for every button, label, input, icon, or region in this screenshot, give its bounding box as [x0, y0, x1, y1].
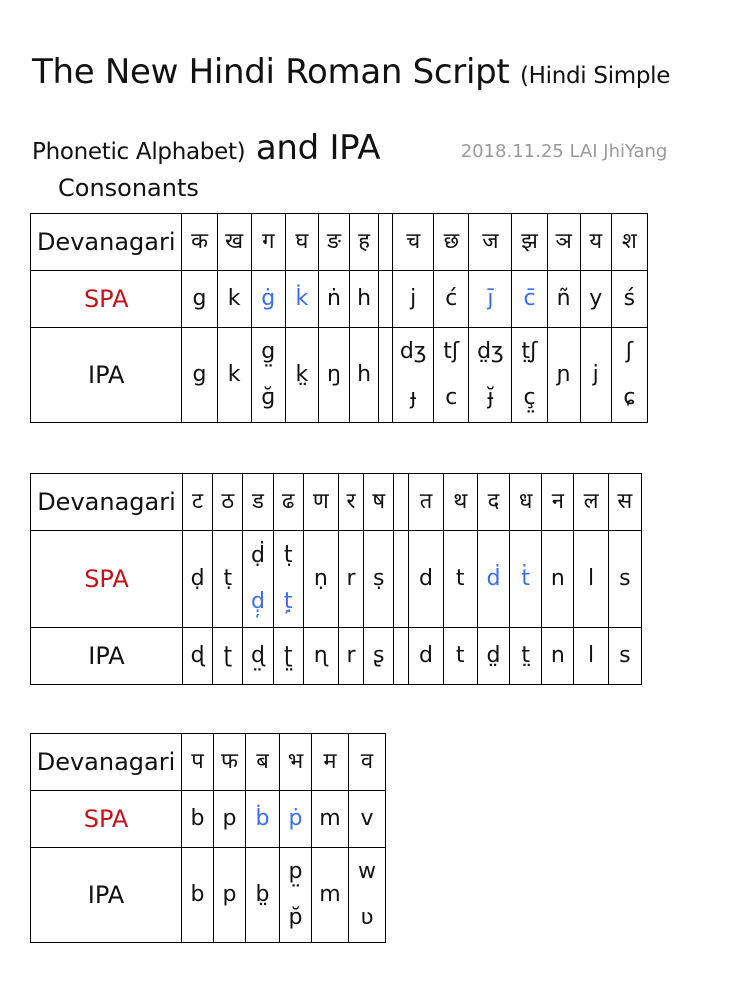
spacer-cell	[394, 474, 409, 531]
ipa-top: p̤	[288, 859, 303, 884]
ipa-bottom: p̆	[288, 905, 303, 930]
ipa-cell: s	[608, 628, 641, 685]
ipa-cell	[318, 328, 349, 423]
ipa-cell: d̤	[477, 628, 509, 685]
spa-cell: n	[542, 531, 574, 628]
dev-cell: प	[182, 734, 214, 791]
ipa-top: ɲ	[556, 362, 571, 387]
ipa-bottom: ç̤	[523, 385, 536, 410]
ipa-cell: ʂ	[364, 628, 394, 685]
spa-cell-highlight: ġ	[251, 271, 285, 328]
dev-cell: श	[611, 214, 647, 271]
dev-cell: ष	[364, 474, 394, 531]
consonant-table-2	[30, 473, 642, 685]
ipa-top: w	[358, 859, 376, 884]
dev-cell: ड	[243, 474, 273, 531]
title-paren: (Hindi Simple	[519, 63, 671, 89]
dev-cell: झ	[512, 214, 547, 271]
dev-cell: ग	[251, 214, 285, 271]
author-date: 2018.11.25 LAI JhiYang	[460, 141, 668, 162]
ipa-cell	[214, 848, 246, 943]
page-title	[32, 36, 722, 188]
spa-cell: ḍ	[182, 531, 212, 628]
spa-cell: ṅ	[318, 271, 349, 328]
ipa-cell: n	[542, 628, 574, 685]
spa-cell-highlight: ḃ	[246, 791, 280, 848]
dev-cell: द	[477, 474, 509, 531]
ipa-top: t̤ʃ	[521, 339, 538, 364]
ipa-bottom: c	[445, 385, 458, 410]
dev-cell: स	[608, 474, 641, 531]
spa-cell: ć	[434, 271, 469, 328]
ipa-top: ʃ	[625, 339, 634, 364]
spa-cell: ṇ	[303, 531, 338, 628]
dev-cell: ङ	[318, 214, 349, 271]
dev-cell: क	[182, 214, 217, 271]
row-label-ipa: IPA	[31, 628, 183, 685]
dev-cell: ध	[510, 474, 542, 531]
ipa-top: p	[222, 882, 237, 907]
ipa-top: b̤	[255, 882, 270, 907]
ipa-cell	[611, 328, 647, 423]
dev-cell: च	[393, 214, 434, 271]
spacer-cell	[394, 628, 409, 685]
spa-cell: ñ	[547, 271, 580, 328]
ipa-cell	[393, 328, 434, 423]
row-label-devanagari: Devanagari	[31, 474, 183, 531]
row-label-devanagari: Devanagari	[31, 214, 182, 271]
spa-cell-highlight: c̄	[512, 271, 547, 328]
title-paren2: Phonetic Alphabet)	[32, 139, 246, 165]
ipa-cell: l	[574, 628, 608, 685]
ipa-top: m	[319, 882, 341, 907]
ipa-cell: r	[338, 628, 363, 685]
row-label-spa: SPA	[31, 271, 182, 328]
dev-cell: ल	[574, 474, 608, 531]
devanagari-row	[31, 214, 648, 271]
spa-cell: d	[409, 531, 443, 628]
ipa-bottom: ɟ̆	[487, 385, 494, 410]
spa-cell-highlight: j̄	[469, 271, 512, 328]
ipa-cell	[182, 848, 214, 943]
dev-cell: ख	[217, 214, 251, 271]
spa-cell-highlight: k̇	[285, 271, 318, 328]
ipa-cell	[547, 328, 580, 423]
spa-cell: m	[312, 791, 349, 848]
dev-cell: व	[349, 734, 386, 791]
ipa-top: tʃ	[443, 339, 460, 364]
spa-row	[31, 791, 386, 848]
ipa-cell: ʈ	[213, 628, 243, 685]
ipa-cell	[251, 328, 285, 423]
spa-bottom-highlight: ḍ̦	[250, 589, 265, 614]
consonant-table-1	[30, 213, 648, 423]
ipa-cell: t	[443, 628, 477, 685]
ipa-cell: t̤	[510, 628, 542, 685]
row-label-ipa: IPA	[31, 328, 182, 423]
row-label-ipa: IPA	[31, 848, 182, 943]
ipa-cell	[580, 328, 611, 423]
ipa-top: k	[227, 362, 241, 387]
section-heading: Consonants	[58, 174, 199, 202]
dev-cell: य	[580, 214, 611, 271]
spa-cell-highlight: ṫ	[510, 531, 542, 628]
dev-cell: घ	[285, 214, 318, 271]
spa-cell: ś	[611, 271, 647, 328]
spa-cell: j	[393, 271, 434, 328]
ipa-top: b	[190, 882, 205, 907]
dev-cell: छ	[434, 214, 469, 271]
devanagari-row	[31, 734, 386, 791]
spa-cell: k	[217, 271, 251, 328]
ipa-cell	[182, 328, 217, 423]
ipa-top: ŋ	[326, 362, 341, 387]
spa-cell: s	[608, 531, 641, 628]
ipa-cell	[349, 848, 386, 943]
dev-cell: ठ	[213, 474, 243, 531]
dev-cell: म	[312, 734, 349, 791]
spa-cell	[243, 531, 273, 628]
ipa-cell	[280, 848, 312, 943]
ipa-top: k̤	[295, 362, 309, 387]
consonant-table-3	[30, 733, 386, 943]
spacer-cell	[379, 271, 393, 328]
spacer-cell	[379, 214, 393, 271]
ipa-cell: ʈ̤	[273, 628, 303, 685]
dev-cell: ढ	[273, 474, 303, 531]
dev-cell: ण	[303, 474, 338, 531]
ipa-cell	[512, 328, 547, 423]
ipa-cell	[217, 328, 251, 423]
ipa-top: dʒ	[399, 339, 427, 364]
ipa-cell	[246, 848, 280, 943]
ipa-top: g̤	[261, 339, 276, 364]
spa-row	[31, 531, 642, 628]
spa-row	[31, 271, 648, 328]
spa-cell-highlight: ṗ	[280, 791, 312, 848]
spa-top: ḍ̇	[250, 543, 265, 568]
dev-cell: न	[542, 474, 574, 531]
spa-cell: h	[350, 271, 379, 328]
ipa-bottom: ɕ	[623, 385, 636, 410]
spa-cell: ṭ	[213, 531, 243, 628]
row-label-spa: SPA	[31, 791, 182, 848]
ipa-top: j	[592, 362, 599, 387]
ipa-cell	[285, 328, 318, 423]
ipa-cell	[469, 328, 512, 423]
dev-cell: भ	[280, 734, 312, 791]
spa-top: ṭ̇	[283, 543, 293, 568]
ipa-top: g	[192, 362, 207, 387]
ipa-row	[31, 328, 648, 423]
spa-cell: t	[443, 531, 477, 628]
spa-cell-highlight: ḋ	[477, 531, 509, 628]
spa-cell: b	[182, 791, 214, 848]
dev-cell: ह	[350, 214, 379, 271]
title-main: The New Hindi Roman Script	[32, 52, 510, 92]
title-and-ipa: and IPA	[255, 128, 381, 168]
spacer-cell	[394, 531, 409, 628]
dev-cell: ब	[246, 734, 280, 791]
dev-cell: त	[409, 474, 443, 531]
dev-cell: थ	[443, 474, 477, 531]
spa-cell: r	[338, 531, 363, 628]
ipa-cell	[312, 848, 349, 943]
devanagari-row	[31, 474, 642, 531]
ipa-top: d̤ʒ	[477, 339, 504, 364]
dev-cell: ञ	[547, 214, 580, 271]
ipa-bottom: ʋ	[360, 905, 374, 930]
spa-cell: l	[574, 531, 608, 628]
row-label-devanagari: Devanagari	[31, 734, 182, 791]
spa-cell: y	[580, 271, 611, 328]
spacer-cell	[379, 328, 393, 423]
ipa-cell: d	[409, 628, 443, 685]
ipa-row	[31, 848, 386, 943]
ipa-bottom: ɟ	[410, 385, 417, 410]
spa-bottom-highlight: ṭ̦	[283, 589, 293, 614]
spa-cell	[273, 531, 303, 628]
dev-cell: ज	[469, 214, 512, 271]
spa-cell: p	[214, 791, 246, 848]
ipa-cell: ɖ	[182, 628, 212, 685]
spa-cell: ṣ	[364, 531, 394, 628]
ipa-cell	[350, 328, 379, 423]
spa-cell: v	[349, 791, 386, 848]
ipa-cell: ɳ	[303, 628, 338, 685]
ipa-bottom: ɡ̆	[261, 385, 276, 410]
ipa-top: h	[357, 362, 372, 387]
ipa-row	[31, 628, 642, 685]
row-label-spa: SPA	[31, 531, 183, 628]
ipa-cell	[434, 328, 469, 423]
dev-cell: ट	[182, 474, 212, 531]
dev-cell: र	[338, 474, 363, 531]
dev-cell: फ	[214, 734, 246, 791]
ipa-cell: ɖ̤	[243, 628, 273, 685]
spa-cell: g	[182, 271, 217, 328]
